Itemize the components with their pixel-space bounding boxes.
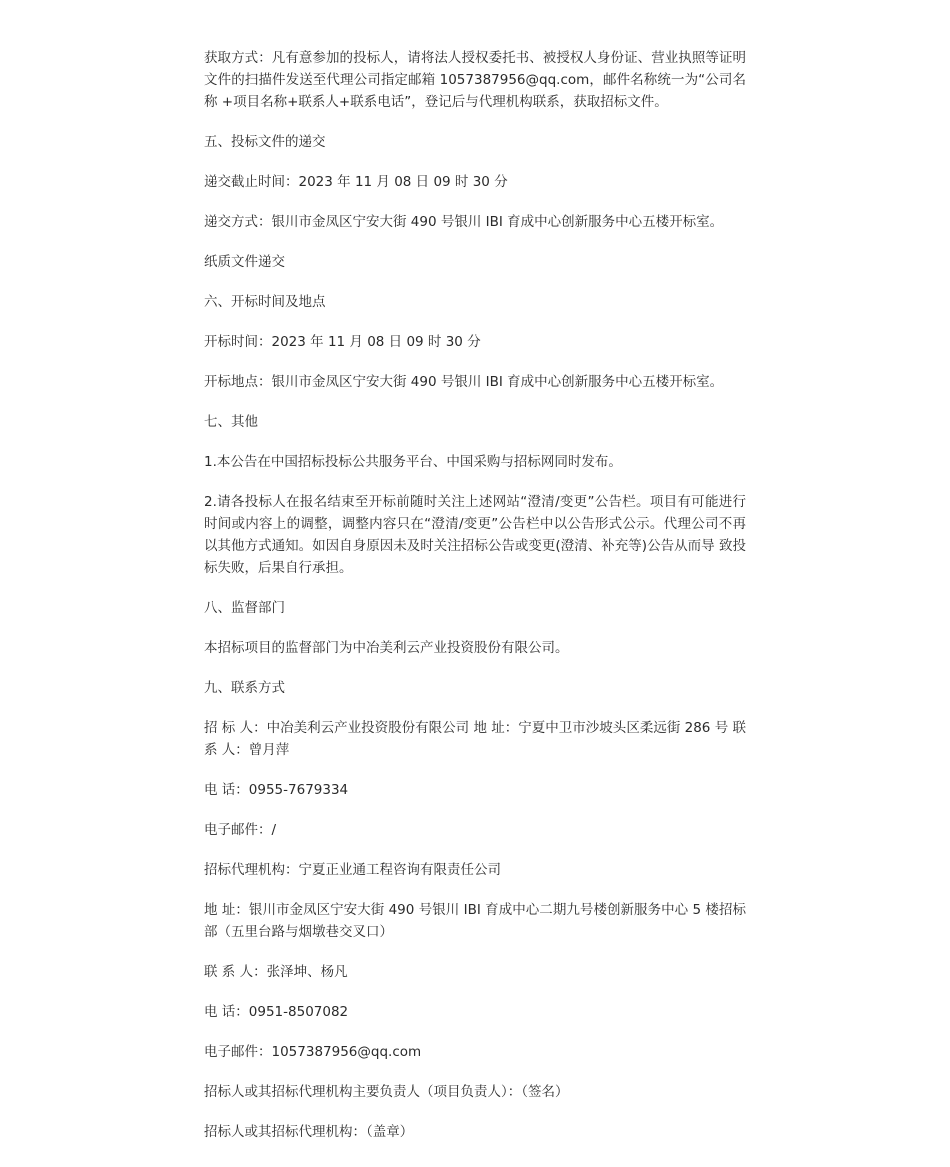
paragraph-agency-email: 电子邮件：1057387956@qq.com <box>204 1044 422 1060</box>
paragraph-seal-line: 招标人或其招标代理机构：（盖章） <box>204 1124 414 1140</box>
paragraph-agency-name: 招标代理机构：宁夏正业通工程咨询有限责任公司 <box>204 862 501 878</box>
paragraph-agency-address: 地 址：银川市金凤区宁安大街 490 号银川 IBI 育成中心二期九号楼创新服务中心 5 楼招标部（五里台路与烟墩巷交叉口） <box>204 902 746 940</box>
paragraph-other-1: 1.本公告在中国招标投标公共服务平台、中国采购与招标网同时发布。 <box>204 454 622 470</box>
paragraph-agency-contact: 联 系 人：张泽坤、杨凡 <box>204 964 348 980</box>
paragraph-paper-submission: 纸质文件递交 <box>204 254 285 270</box>
paragraph-signature-line: 招标人或其招标代理机构主要负责人（项目负责人）：（签名） <box>204 1084 569 1100</box>
paragraph-supervision: 本招标项目的监督部门为中冶美利云产业投资股份有限公司。 <box>204 640 569 656</box>
section-heading-6: 六、开标时间及地点 <box>204 294 326 310</box>
section-heading-9: 九、联系方式 <box>204 680 285 696</box>
paragraph-submission-deadline: 递交截止时间：2023 年 11 月 08 日 09 时 30 分 <box>204 174 508 190</box>
paragraph-agency-phone: 电 话：0951-8507082 <box>204 1004 349 1020</box>
paragraph-tenderer-phone: 电 话：0955-7679334 <box>204 782 349 798</box>
paragraph-submission-method: 递交方式：银川市金凤区宁安大街 490 号银川 IBI 育成中心创新服务中心五楼开标室。 <box>204 214 724 230</box>
document-page <box>204 47 746 1161</box>
paragraph-opening-time: 开标时间：2023 年 11 月 08 日 09 时 30 分 <box>204 334 481 350</box>
section-heading-7: 七、其他 <box>204 414 258 430</box>
paragraph-opening-location: 开标地点：银川市金凤区宁安大街 490 号银川 IBI 育成中心创新服务中心五楼开标室。 <box>204 374 724 390</box>
paragraph-acquisition-method: 获取方式：凡有意参加的投标人，请将法人授权委托书、被授权人身份证、营业执照等证明文件的扫描件发送至代理公司指定邮箱 1057387956@qq.com，邮件名称统一为“公司名称 +项目名称+联系人+联系电话”，登记后与代理机构联系，获取招标文件。 <box>204 50 746 110</box>
paragraph-other-2: 2.请各投标人在报名结束至开标前随时关注上述网站“澄清/变更”公告栏。项目有可能进行时间或内容上的调整，调整内容只在“澄清/变更”公告栏中以公告形式公示。代理公司不再以其他方式通知。如因自身原因未及时关注招标公告或变更(澄清、补充等)公告从而导 致投标失败，后果自行承担。 <box>204 494 746 576</box>
section-heading-8: 八、监督部门 <box>204 600 285 616</box>
section-heading-5: 五、投标文件的递交 <box>204 134 326 150</box>
paragraph-tenderer-email: 电子邮件：/ <box>204 822 277 838</box>
paragraph-tenderer-info: 招 标 人：中冶美利云产业投资股份有限公司 地 址：宁夏中卫市沙坡头区柔远街 286 号 联 系 人：曾月萍 <box>204 720 746 758</box>
